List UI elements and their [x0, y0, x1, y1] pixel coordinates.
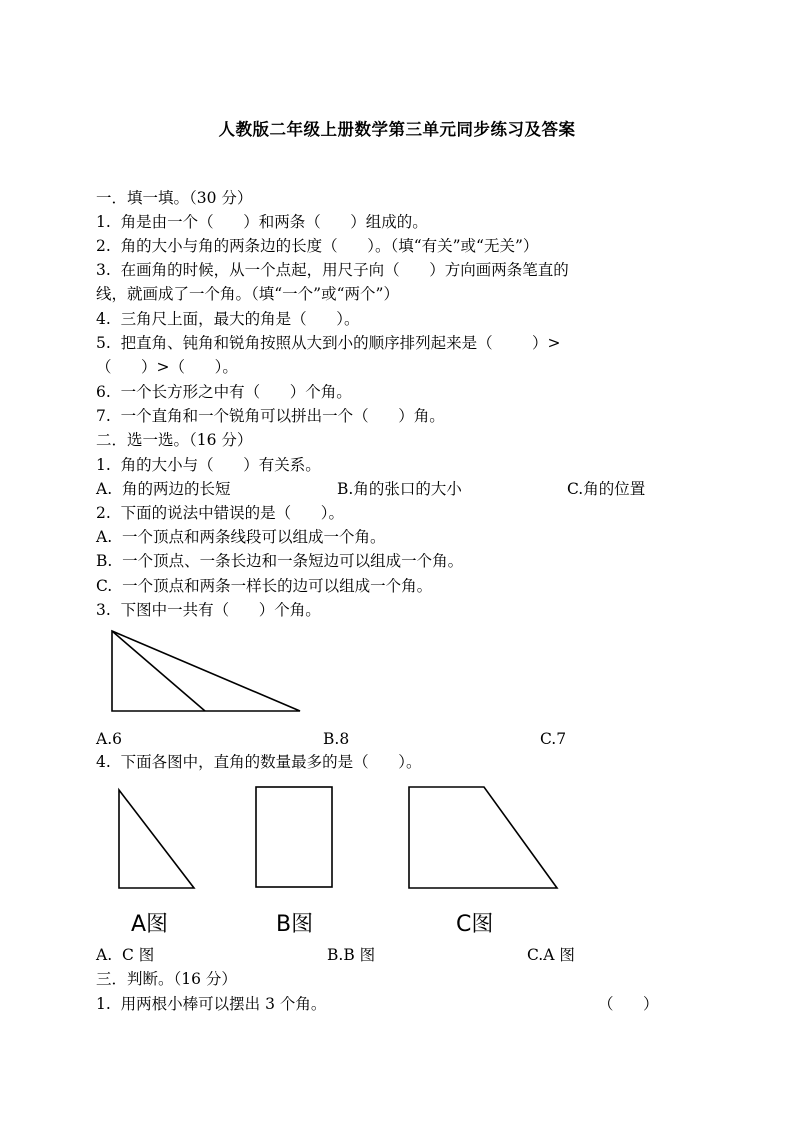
section2-q4-option-c: C.A 图: [527, 946, 575, 964]
q4-rectangle: [256, 787, 332, 887]
q4-trapezoid: [409, 787, 557, 888]
section2-q2-option-c: C. 一个顶点和两条一样长的边可以组成一个角。: [96, 577, 433, 595]
section1-q1: 1. 角是由一个（ ）和两条（ ）组成的。: [96, 213, 428, 231]
section2-q4-option-a: A. C 图: [96, 946, 155, 964]
section2-q1-option-b: B.角的张口的大小: [337, 480, 462, 498]
section1-q7: 7. 一个直角和一个锐角可以拼出一个（ ）角。: [96, 407, 445, 425]
section2-q3-option-c: C.7: [540, 730, 567, 748]
section2-q2-option-a: A. 一个顶点和两条线段可以组成一个角。: [96, 528, 386, 546]
section2-q1-option-c: C.角的位置: [567, 480, 646, 498]
section2-q4-option-b: B.B 图: [327, 946, 376, 964]
q4-figure-label-b: B图: [276, 912, 314, 937]
section2-q4: 4. 下面各图中，直角的数量最多的是（ ）。: [96, 753, 422, 771]
section2-q2: 2. 下面的说法中错误的是（ ）。: [96, 504, 344, 522]
section1-q3-line1: 3. 在画角的时候，从一个点起，用尺子向（ ）方向画两条笔直的: [96, 261, 569, 279]
section3-heading: 三．判断。（16 分）: [96, 970, 237, 988]
section2-q1-option-a: A. 角的两边的长短: [96, 480, 231, 498]
section2-q3-option-b: B.8: [323, 730, 350, 748]
section1-heading: 一．填一填。（30 分）: [96, 189, 253, 207]
section1-q4: 4. 三角尺上面，最大的角是（ ）。: [96, 310, 360, 328]
q4-figure-label-a: A图: [131, 912, 169, 937]
section1-q5-line1: 5. 把直角、钝角和锐角按照从大到小的顺序排列起来是（ ）>: [96, 334, 561, 352]
section2-q3-option-a: A.6: [96, 730, 122, 748]
section1-q6: 6. 一个长方形之中有（ ）个角。: [96, 383, 352, 401]
section3-q1: 1. 用两根小棒可以摆出 3 个角。: [96, 995, 327, 1013]
section1-q2: 2. 角的大小与角的两条边的长度（ ）。（填“有关”或“无关”）: [96, 237, 539, 255]
q4-figure-label-c: C图: [456, 912, 494, 937]
section3-q1-answer-blank: （ ）: [598, 995, 659, 1013]
q4-right-triangle: [119, 790, 194, 888]
section2-q1: 1. 角的大小与（ ）有关系。: [96, 456, 321, 474]
section2-heading: 二．选一选。（16 分）: [96, 431, 253, 449]
section1-q3-line2: 线，就画成了一个角。（填“一个”或“两个”）: [96, 285, 399, 303]
section2-q3: 3. 下图中一共有（ ）个角。: [96, 601, 321, 619]
section2-q2-option-b: B. 一个顶点、一条长边和一条短边可以组成一个角。: [96, 552, 464, 570]
page-title: 人教版二年级上册数学第三单元同步练习及答案: [218, 120, 576, 139]
section1-q5-line2: （ ）>（ ）。: [96, 358, 238, 376]
